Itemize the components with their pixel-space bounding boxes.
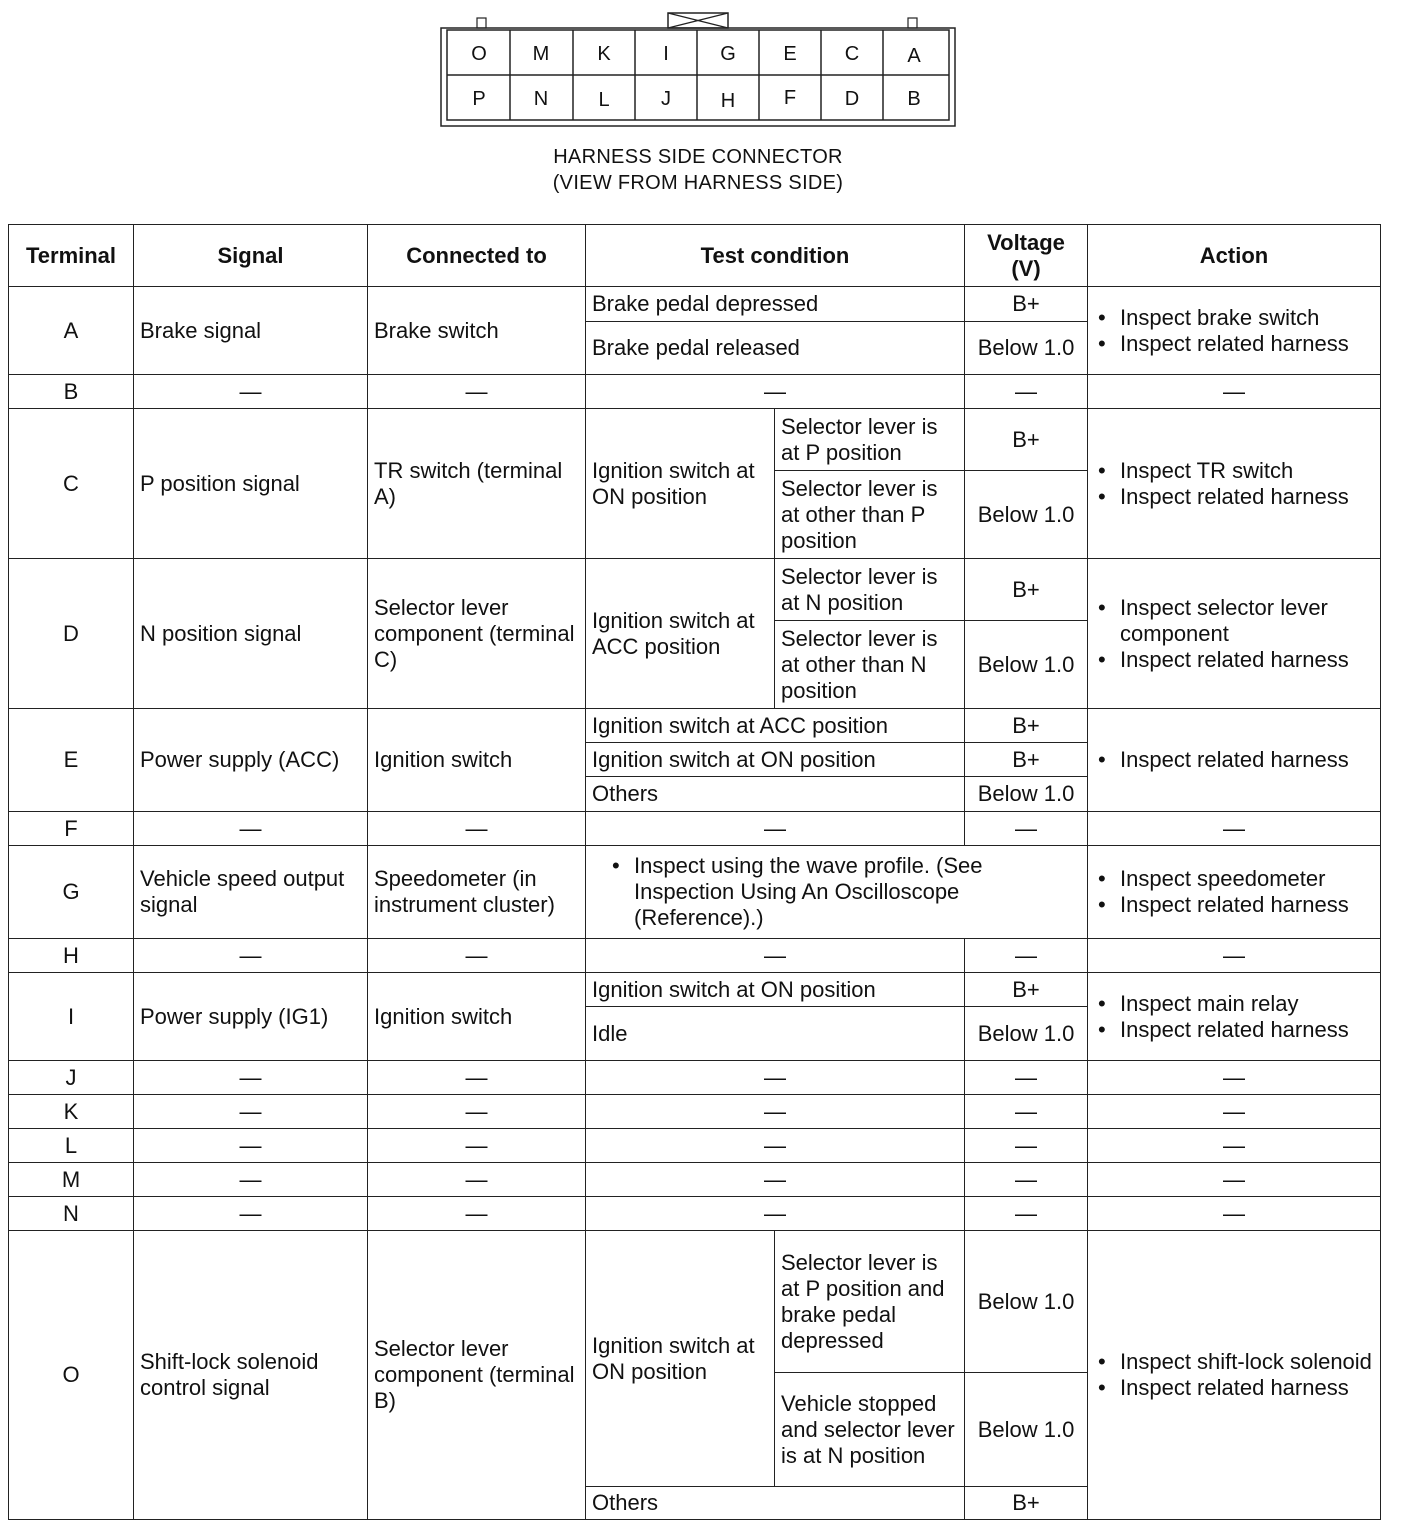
action-cell: —: [1088, 1197, 1381, 1231]
table-row: [9, 287, 1381, 322]
connected-cell: —: [368, 1163, 586, 1197]
action-cell: —: [1088, 1095, 1381, 1129]
test-cell: —: [586, 1163, 965, 1197]
pin-L: L: [598, 89, 610, 111]
signal-cell: —: [134, 939, 368, 973]
signal-cell: P position signal: [134, 409, 368, 559]
terminal-cell: H: [9, 939, 134, 973]
action-cell: —: [1088, 375, 1381, 409]
signal-cell: —: [134, 1197, 368, 1231]
voltage-cell: —: [965, 939, 1088, 973]
condition-cell: Ignition switch at ACC position: [586, 559, 775, 709]
test-cell: —: [586, 1061, 965, 1095]
action-item: • Inspect related harness: [1120, 1375, 1374, 1401]
voltage-cell: Below 1.0: [965, 1231, 1088, 1373]
terminal-cell: A: [9, 287, 134, 375]
test-cell: Others: [586, 777, 965, 812]
test-cell: Selector lever is at P position and brake pedal depressed: [775, 1231, 965, 1373]
signal-cell: —: [134, 1163, 368, 1197]
action-item: • Inspect related harness: [1120, 892, 1374, 918]
voltage-cell: Below 1.0: [965, 322, 1088, 375]
terminal-cell: O: [9, 1231, 134, 1520]
terminal-cell: J: [9, 1061, 134, 1095]
pin-I: I: [663, 43, 669, 65]
table-row: [9, 1095, 1381, 1129]
action-cell: [1088, 409, 1381, 559]
action-cell: [1088, 1231, 1381, 1520]
table-row: [9, 973, 1381, 1007]
table-row: [9, 846, 1381, 939]
table-header-row: [9, 225, 1381, 287]
terminal-cell: K: [9, 1095, 134, 1129]
signal-cell: N position signal: [134, 559, 368, 709]
test-cell: Selector lever is at P position: [775, 409, 965, 471]
test-cell: Brake pedal released: [586, 322, 965, 375]
voltage-cell: B+: [965, 287, 1088, 322]
pin-P: P: [472, 88, 486, 110]
pin-A: A: [907, 45, 921, 67]
table-row: [9, 1197, 1381, 1231]
test-note: • Inspect using the wave profile. (See Inspection Using An Oscilloscope (Reference).): [634, 853, 1081, 931]
test-cell: Vehicle stopped and selector lever is at N position: [775, 1373, 965, 1487]
connected-cell: TR switch (terminal A): [368, 409, 586, 559]
action-item: • Inspect related harness: [1120, 331, 1374, 357]
table-row: [9, 1231, 1381, 1373]
connected-cell: —: [368, 1197, 586, 1231]
header-voltage: Voltage (V): [965, 225, 1088, 287]
table-row: [9, 409, 1381, 471]
test-cell: Idle: [586, 1007, 965, 1061]
action-item: • Inspect TR switch: [1120, 458, 1374, 484]
test-cell: Ignition switch at ACC position: [586, 709, 965, 743]
voltage-cell: Below 1.0: [965, 621, 1088, 709]
test-cell: Ignition switch at ON position: [586, 973, 965, 1007]
terminal-cell: B: [9, 375, 134, 409]
voltage-cell: Below 1.0: [965, 471, 1088, 559]
test-cell: —: [586, 1095, 965, 1129]
action-cell: [1088, 973, 1381, 1061]
test-cell: —: [586, 939, 965, 973]
test-cell: Others: [586, 1487, 965, 1520]
connected-cell: Selector lever component (terminal B): [368, 1231, 586, 1520]
voltage-cell: B+: [965, 709, 1088, 743]
voltage-cell: B+: [965, 743, 1088, 777]
header-action: Action: [1088, 225, 1381, 287]
connected-cell: —: [368, 939, 586, 973]
table-row: [9, 812, 1381, 846]
action-item: • Inspect related harness: [1120, 747, 1374, 773]
table-row: [9, 709, 1381, 743]
test-cell: —: [586, 812, 965, 846]
signal-cell: Shift-lock solenoid control signal: [134, 1231, 368, 1520]
terminal-cell: F: [9, 812, 134, 846]
voltage-cell: —: [965, 1129, 1088, 1163]
connected-cell: Selector lever component (terminal C): [368, 559, 586, 709]
terminal-cell: G: [9, 846, 134, 939]
pin-E: E: [783, 43, 797, 65]
signal-cell: Power supply (IG1): [134, 973, 368, 1061]
pin-F: F: [783, 87, 797, 109]
connected-cell: Ignition switch: [368, 709, 586, 812]
test-cell: Selector lever is at other than P position: [775, 471, 965, 559]
signal-cell: Brake signal: [134, 287, 368, 375]
signal-cell: —: [134, 812, 368, 846]
action-cell: —: [1088, 939, 1381, 973]
pin-H: H: [720, 90, 736, 112]
terminal-cell: M: [9, 1163, 134, 1197]
action-cell: [1088, 846, 1381, 939]
terminal-cell: E: [9, 709, 134, 812]
action-item: • Inspect selector lever component: [1120, 595, 1374, 647]
action-cell: [1088, 287, 1381, 375]
voltage-cell: B+: [965, 1487, 1088, 1520]
connected-cell: Ignition switch: [368, 973, 586, 1061]
condition-cell: Ignition switch at ON position: [586, 1231, 775, 1487]
pin-D: D: [844, 88, 860, 110]
signal-cell: —: [134, 1129, 368, 1163]
signal-cell: Power supply (ACC): [134, 709, 368, 812]
connector-caption-title: HARNESS SIDE CONNECTOR: [553, 146, 843, 168]
voltage-cell: Below 1.0: [965, 1373, 1088, 1487]
header-signal: Signal: [134, 225, 368, 287]
voltage-cell: —: [965, 812, 1088, 846]
action-cell: [1088, 709, 1381, 812]
action-cell: [1088, 559, 1381, 709]
pin-N: N: [533, 88, 549, 110]
action-item: • Inspect related harness: [1120, 484, 1374, 510]
action-cell: —: [1088, 1163, 1381, 1197]
table-row: [9, 375, 1381, 409]
table-row: [9, 1163, 1381, 1197]
table-row: [9, 1129, 1381, 1163]
voltage-cell: —: [965, 1061, 1088, 1095]
voltage-cell: B+: [965, 409, 1088, 471]
connected-cell: —: [368, 812, 586, 846]
terminal-voltage-table: [8, 224, 1381, 1520]
voltage-cell: —: [965, 375, 1088, 409]
signal-cell: —: [134, 1095, 368, 1129]
test-cell: —: [586, 1129, 965, 1163]
action-item: • Inspect speedometer: [1120, 866, 1374, 892]
voltage-cell: B+: [965, 973, 1088, 1007]
connector-caption-view: (VIEW FROM HARNESS SIDE): [552, 172, 844, 194]
terminal-cell: L: [9, 1129, 134, 1163]
terminal-cell: D: [9, 559, 134, 709]
voltage-cell: —: [965, 1163, 1088, 1197]
pin-O: O: [471, 43, 487, 65]
action-item: • Inspect related harness: [1120, 1017, 1374, 1043]
action-cell: —: [1088, 812, 1381, 846]
voltage-cell: Below 1.0: [965, 1007, 1088, 1061]
voltage-cell: B+: [965, 559, 1088, 621]
test-cell: —: [586, 375, 965, 409]
action-item: • Inspect shift-lock solenoid: [1120, 1349, 1374, 1375]
voltage-cell: —: [965, 1095, 1088, 1129]
signal-cell: Vehicle speed output signal: [134, 846, 368, 939]
connected-cell: —: [368, 1129, 586, 1163]
pin-M: M: [532, 43, 550, 65]
connected-cell: —: [368, 1095, 586, 1129]
pin-C: C: [844, 43, 860, 65]
test-cell: [586, 846, 1088, 939]
pin-B: B: [907, 88, 921, 110]
connected-cell: Brake switch: [368, 287, 586, 375]
condition-cell: Ignition switch at ON position: [586, 409, 775, 559]
table-row: [9, 1061, 1381, 1095]
test-cell: —: [586, 1197, 965, 1231]
test-cell: Selector lever is at N position: [775, 559, 965, 621]
header-terminal: Terminal: [9, 225, 134, 287]
terminal-cell: N: [9, 1197, 134, 1231]
header-test-condition: Test condition: [586, 225, 965, 287]
pin-G: G: [720, 43, 736, 65]
voltage-cell: —: [965, 1197, 1088, 1231]
action-item: • Inspect main relay: [1120, 991, 1374, 1017]
test-cell: Brake pedal depressed: [586, 287, 965, 322]
terminal-cell: I: [9, 973, 134, 1061]
connected-cell: Speedometer (in instrument cluster): [368, 846, 586, 939]
test-cell: Ignition switch at ON position: [586, 743, 965, 777]
test-cell: Selector lever is at other than N position: [775, 621, 965, 709]
action-cell: —: [1088, 1061, 1381, 1095]
signal-cell: —: [134, 1061, 368, 1095]
terminal-cell: C: [9, 409, 134, 559]
action-item: • Inspect brake switch: [1120, 305, 1374, 331]
header-connected-to: Connected to: [368, 225, 586, 287]
action-cell: —: [1088, 1129, 1381, 1163]
table-row: [9, 559, 1381, 621]
action-item: • Inspect related harness: [1120, 647, 1374, 673]
table-row: [9, 939, 1381, 973]
signal-cell: —: [134, 375, 368, 409]
harness-connector-diagram: [440, 10, 956, 128]
pin-K: K: [597, 43, 611, 65]
connected-cell: —: [368, 375, 586, 409]
voltage-cell: Below 1.0: [965, 777, 1088, 812]
connected-cell: —: [368, 1061, 586, 1095]
pin-J: J: [661, 88, 671, 110]
